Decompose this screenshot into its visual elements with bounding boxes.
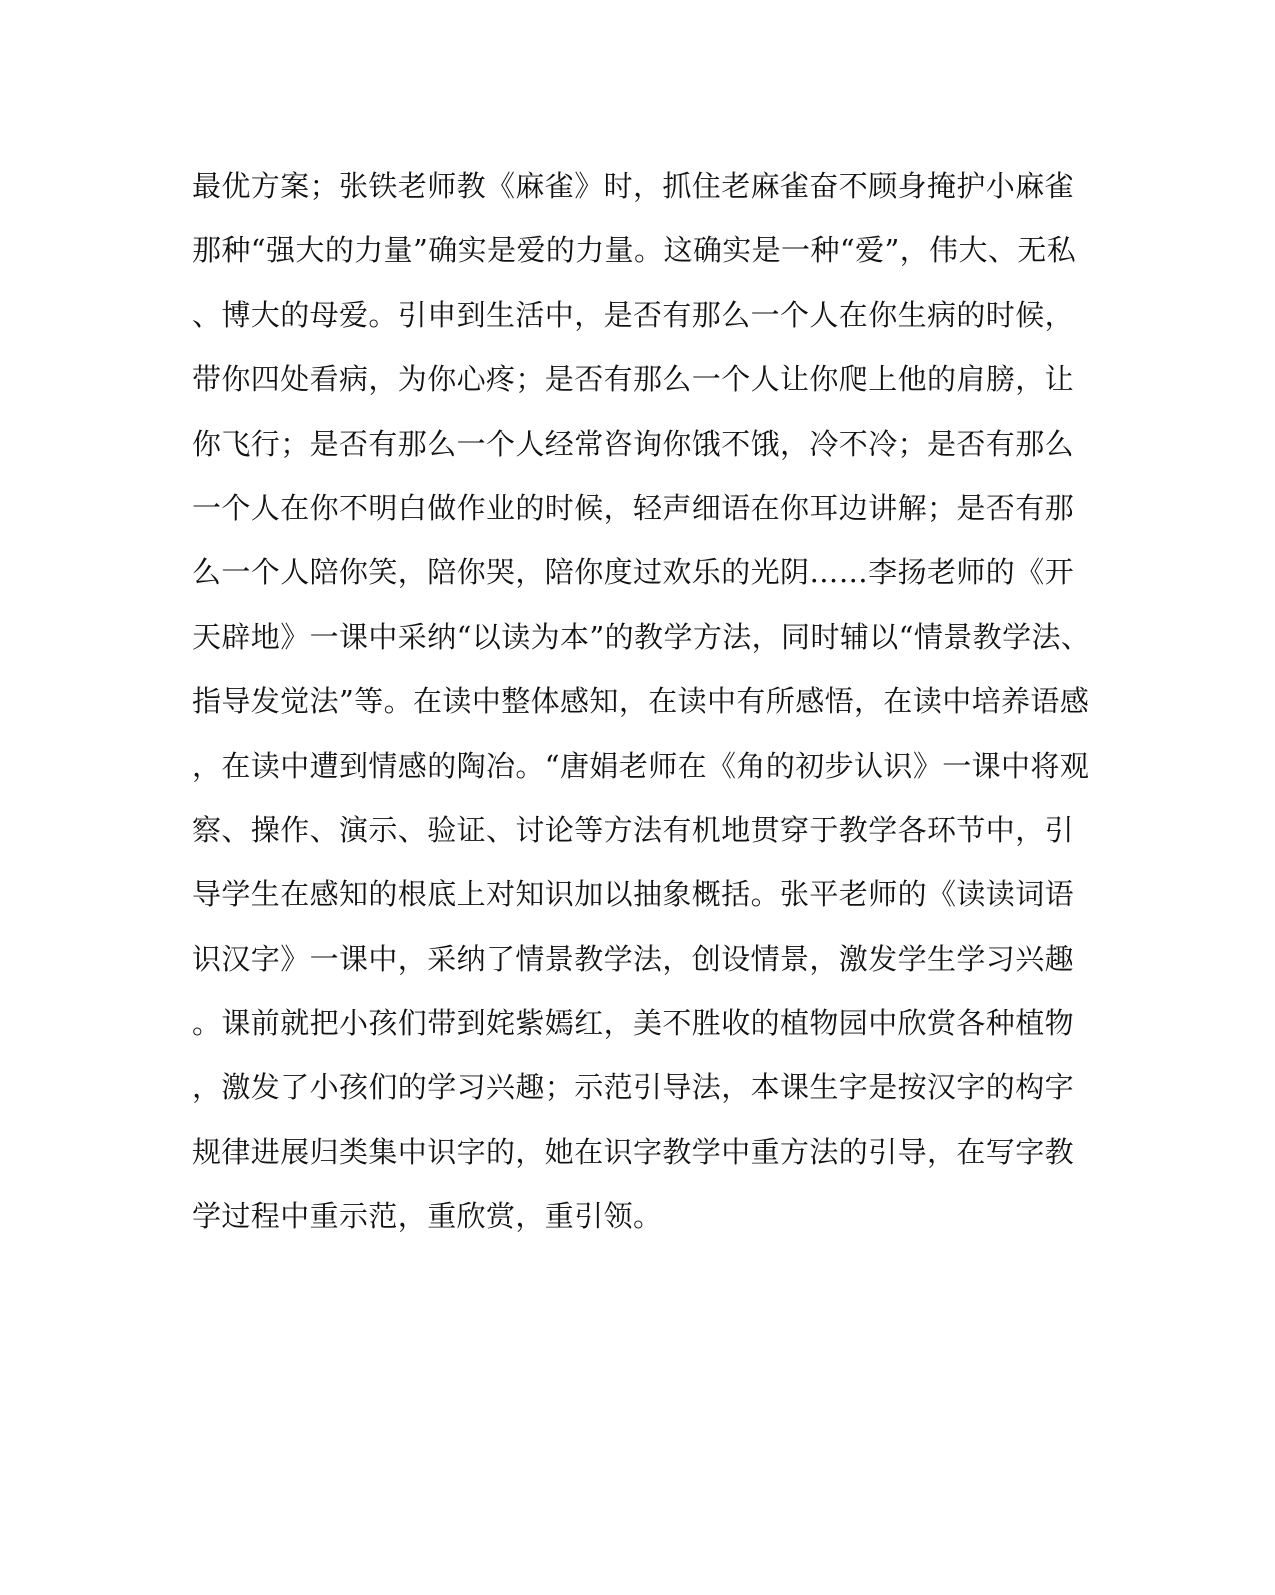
- text-line: 一个人在你不明白做作业的时候，轻声细语在你耳边讲解；是否有那: [192, 490, 1075, 525]
- body-paragraph: [192, 160, 1091, 1255]
- text-line: 带你四处看病，为你心疼；是否有那么一个人让你爬上他的肩膀，让: [192, 362, 1075, 397]
- text-line: 。课前就把小孩们带到姹紫嫣红，美不胜收的植物园中欣赏各种植物: [192, 1006, 1075, 1041]
- text-line: ，在读中遭到情感的陶冶。“唐娟老师在《角的初步认识》一课中将观: [192, 748, 1090, 783]
- text-line: 么一个人陪你笑，陪你哭，陪你度过欢乐的光阴……李扬老师的《开: [192, 555, 1075, 590]
- text-line: ，激发了小孩们的学习兴趣；示范引导法，本课生字是按汉字的构字: [192, 1070, 1075, 1105]
- text-line: 规律进展归类集中识字的，她在识字教学中重方法的引导，在写字教: [192, 1134, 1075, 1169]
- text-line: 指导发觉法”等。在读中整体感知，在读中有所感悟，在读中培养语感: [192, 684, 1090, 719]
- text-line: 你飞行；是否有那么一个人经常咨询你饿不饿，冷不冷；是否有那么: [192, 426, 1075, 461]
- text-line: 最优方案；张铁老师教《麻雀》时，抓住老麻雀奋不顾身掩护小麻雀: [192, 169, 1075, 203]
- text-line: 学过程中重示范，重欣赏，重引领。: [192, 1199, 663, 1234]
- text-line: 导学生在感知的根底上对知识加以抽象概括。张平老师的《读读词语: [192, 877, 1075, 912]
- text-line: 、博大的母爱。引申到生活中，是否有那么一个人在你生病的时候，: [192, 297, 1075, 332]
- text-line: 天辟地》一课中采纳“以读为本”的教学方法，同时辅以“情景教学法、: [192, 619, 1091, 654]
- text-line: 察、操作、演示、验证、讨论等方法有机地贯穿于教学各环节中，引: [192, 812, 1075, 847]
- text-line: 那种“强大的力量”确实是爱的力量。这确实是一种“爱”，伟大、无私: [192, 233, 1077, 268]
- text-line: 识汉字》一课中，采纳了情景教学法，创设情景，激发学生学习兴趣: [192, 941, 1075, 976]
